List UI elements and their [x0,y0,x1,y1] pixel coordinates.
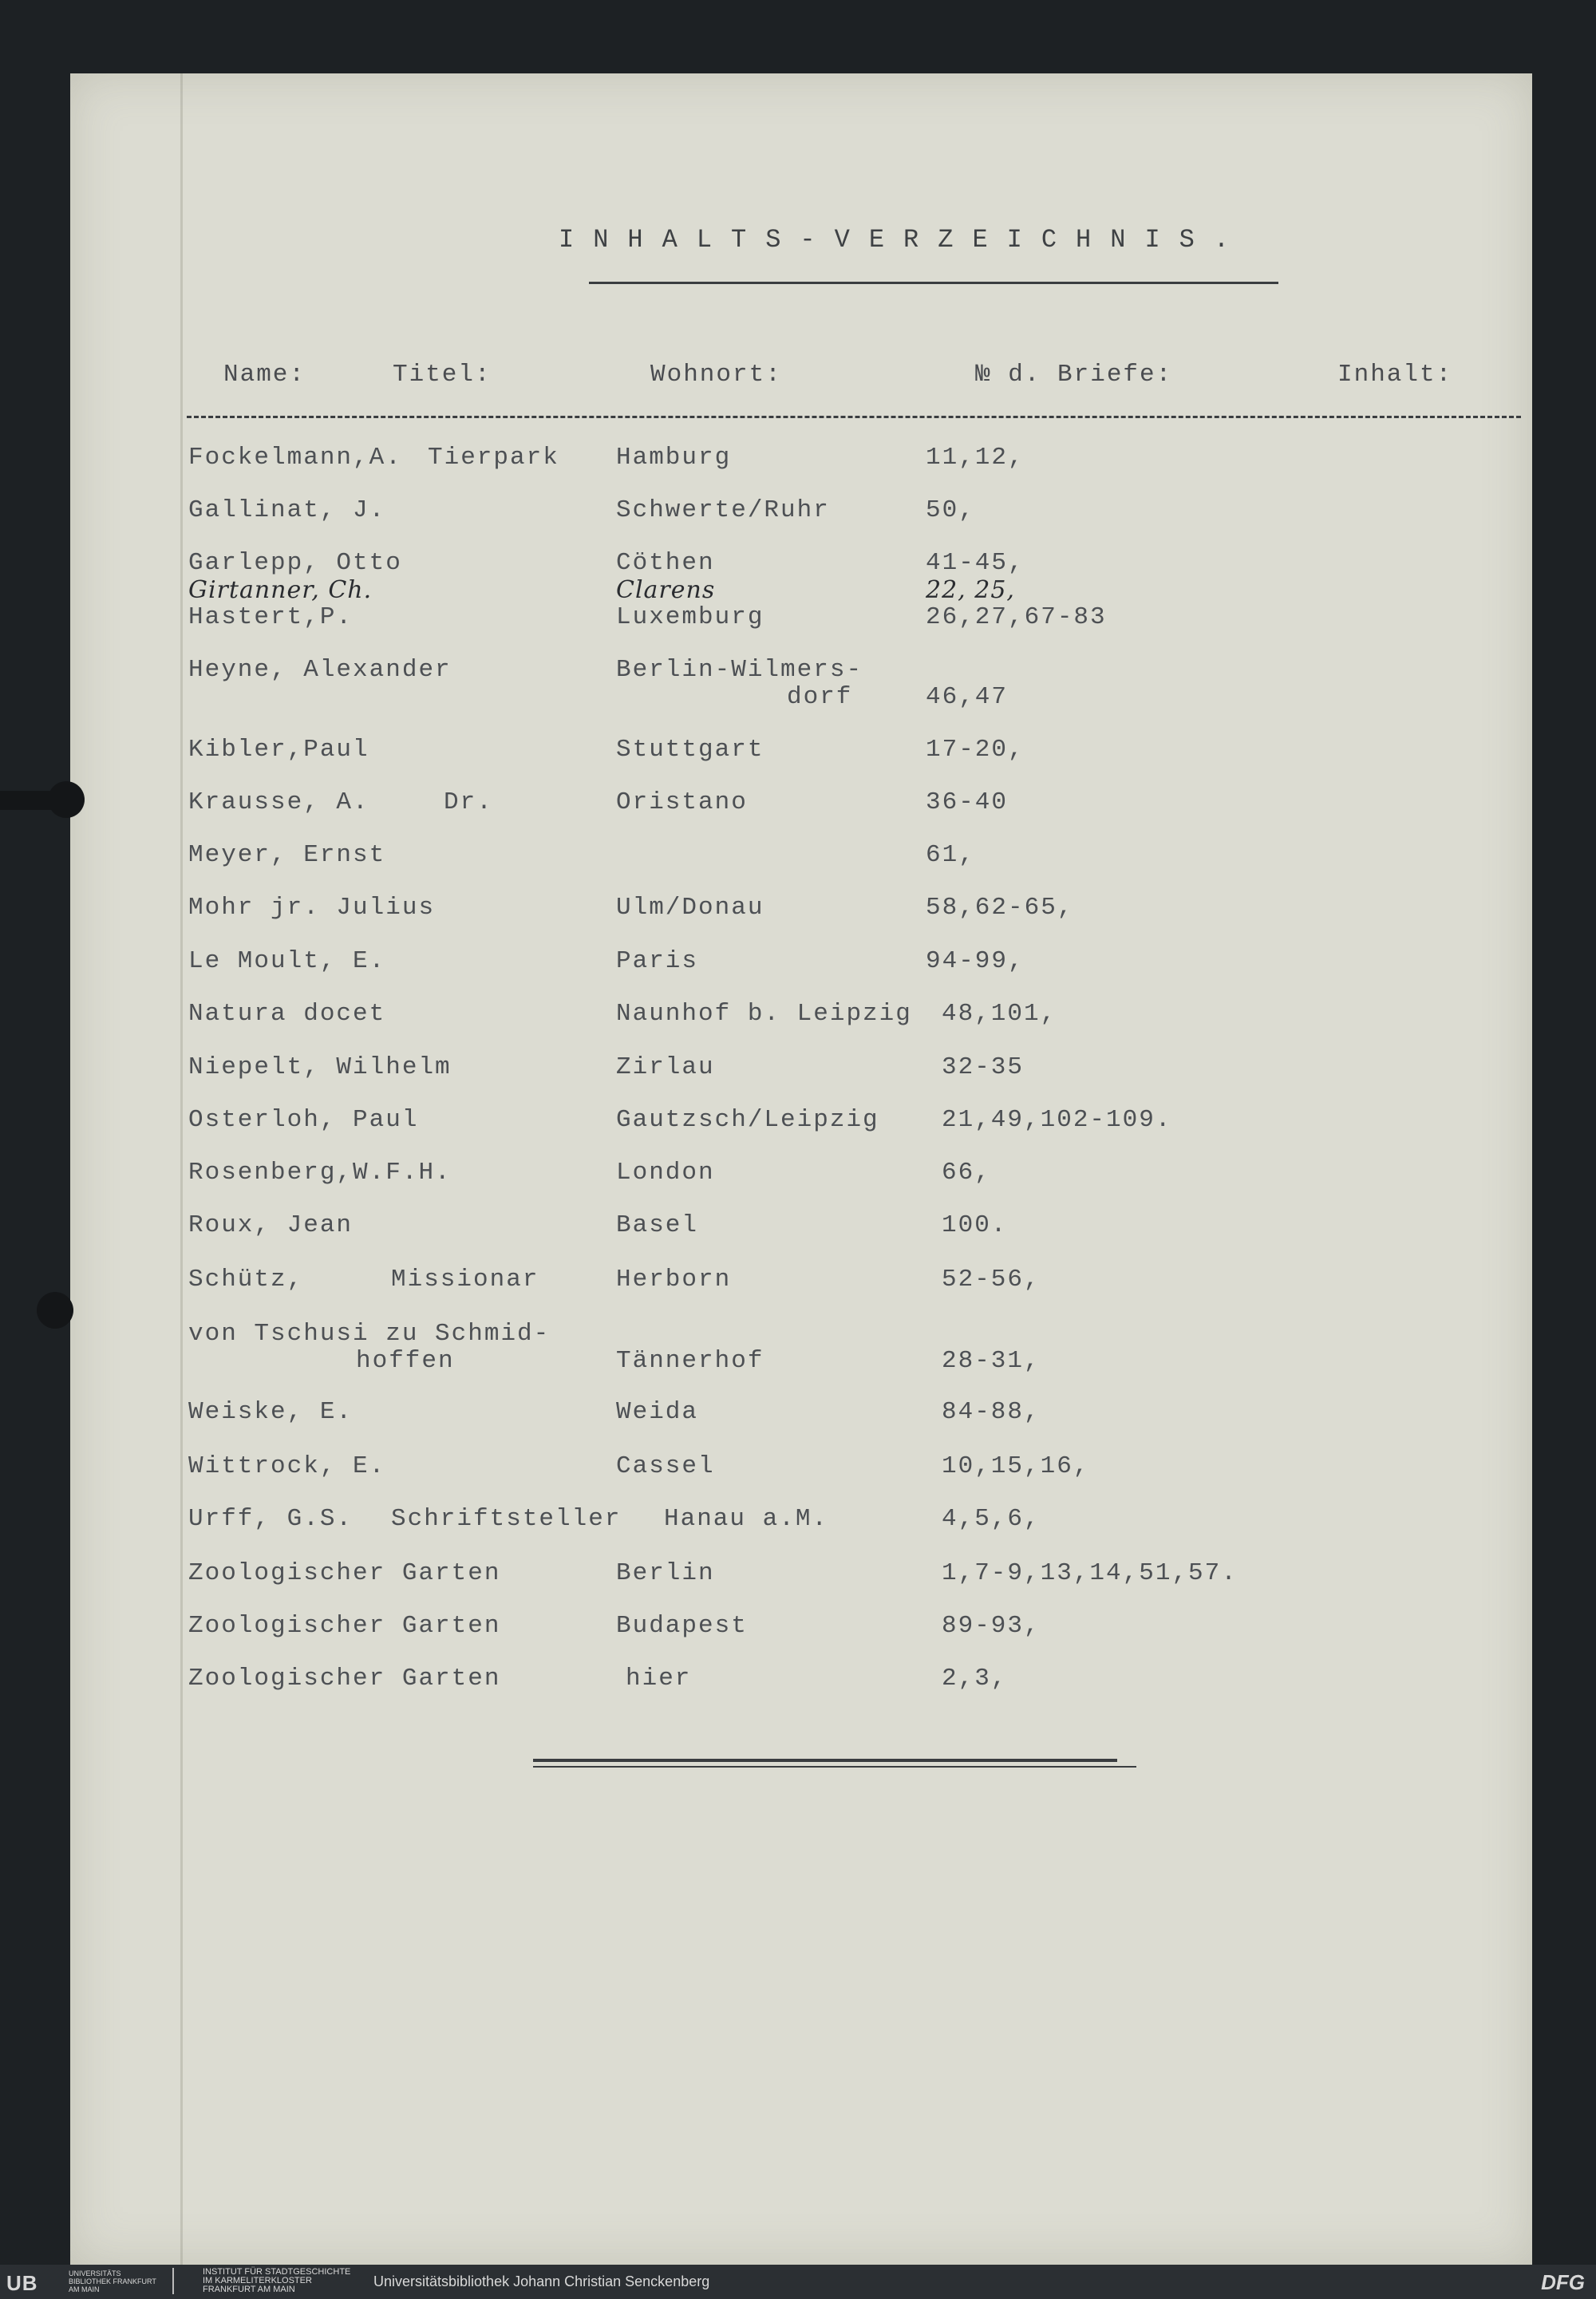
entry-wohnort: Budapest [616,1612,748,1640]
entry-wohnort: Gautzsch/Leipzig [616,1106,879,1134]
entry-titel: Missionar [391,1266,539,1294]
entry-briefe: 2,3, [942,1665,1008,1693]
entry-name: Garlepp, Otto [188,549,402,577]
entry-briefe: 41-45, [926,549,1025,577]
dfg-logo: DFG [1541,2270,1585,2294]
entry-name: Zoologischer Garten [188,1612,501,1640]
entry-wohnort: Weida [616,1398,699,1426]
entry-briefe: 61, [926,841,975,869]
entry-wohnort: Hanau a.M. [664,1505,829,1533]
entry-briefe: 58,62-65, [926,894,1074,922]
entry-briefe: 28-31, [942,1347,1041,1375]
ub-logo-subtitle: UNIVERSITÄTS BIBLIOTHEK FRANKFURT AM MAIN [69,2269,156,2293]
entry-briefe: 10,15,16, [942,1452,1090,1480]
margin-fold [180,73,183,2265]
entry-wohnort: London [616,1159,715,1187]
punch-hole [48,781,85,818]
entry-titel: Schriftsteller [391,1505,622,1533]
entry-briefe: 94-99, [926,947,1025,975]
entry-wohnort: Berlin [616,1559,715,1587]
header-briefe: № d. Briefe: [975,361,1173,389]
entry-briefe: 26,27,67-83 [926,603,1107,631]
entry-briefe: 52-56, [942,1266,1041,1294]
entry-wohnort: Cassel [616,1452,715,1480]
entry-name-continued: hoffen [356,1347,455,1375]
entry-briefe: 21,49,102-109. [942,1106,1172,1134]
entry-briefe: 48,101, [942,1000,1057,1028]
entry-name: Meyer, Ernst [188,841,386,869]
page-title: INHALTS-VERZEICHNIS. [559,225,1249,255]
entry-name: Heyne, Alexander [188,656,452,684]
entry-name: Fockelmann,A. [188,444,402,472]
entry-briefe: 66, [942,1159,991,1187]
entry-wohnort: Schwerte/Ruhr [616,496,830,524]
punch-hole [37,1292,73,1329]
entry-name: Gallinat, J. [188,496,386,524]
header-wohnort: Wohnort: [650,361,782,389]
entry-wohnort: Basel [616,1211,699,1239]
entry-briefe: 32-35 [942,1053,1025,1081]
entry-wohnort-continued: dorf [787,683,853,711]
header-name: Name: [223,361,306,389]
header-inhalt: Inhalt: [1337,361,1453,389]
entry-name: Niepelt, Wilhelm [188,1053,452,1081]
entry-wohnort: Tännerhof [616,1347,764,1375]
entry-name: von Tschusi zu Schmid- [188,1320,551,1348]
entry-name: Schütz, [188,1266,304,1294]
entry-wohnort: Oristano [616,788,748,816]
closing-rule [533,1766,1136,1768]
entry-name: Girtanner, Ch. [188,576,373,604]
entry-name: Osterloh, Paul [188,1106,419,1134]
entry-wohnort: Zirlau [616,1053,715,1081]
entry-name: Zoologischer Garten [188,1665,501,1693]
entry-wohnort: Stuttgart [616,736,764,764]
entry-wohnort: Ulm/Donau [616,894,764,922]
entry-name: Rosenberg,W.F.H. [188,1159,452,1187]
entry-name: Mohr jr. Julius [188,894,436,922]
entry-name: Roux, Jean [188,1211,354,1239]
entry-name: Hastert,P. [188,603,354,631]
entry-name: Wittrock, E. [188,1452,386,1480]
entry-briefe: 11,12, [926,444,1025,472]
entry-briefe: 46,47 [926,683,1009,711]
header-rule [187,416,1521,418]
footer-bar [0,2265,1596,2299]
entry-wohnort: Clarens [616,576,716,604]
closing-rule [533,1759,1117,1762]
entry-name: Natura docet [188,1000,386,1028]
entry-name: Urff, G.S. [188,1505,354,1533]
entry-wohnort: hier [626,1665,692,1693]
entry-briefe: 4,5,6, [942,1505,1041,1533]
entry-wohnort: Naunhof b. Leipzig [616,1000,912,1028]
entry-wohnort: Luxemburg [616,603,764,631]
header-titel: Titel: [393,361,492,389]
entry-briefe: 36-40 [926,788,1009,816]
entry-briefe: 89-93, [942,1612,1041,1640]
entry-name: Kibler,Paul [188,736,369,764]
entry-briefe: 22, 25, [926,576,1015,604]
entry-briefe: 50, [926,496,975,524]
entry-titel: Dr. [444,788,493,816]
entry-wohnort: Hamburg [616,444,732,472]
library-name: Universitätsbibliothek Johann Christian Senckenberg [373,2273,710,2289]
title-underline [589,282,1278,284]
entry-wohnort: Cöthen [616,549,715,577]
entry-name: Zoologischer Garten [188,1559,501,1587]
entry-briefe: 1,7-9,13,14,51,57. [942,1559,1238,1587]
ub-logo: UB [6,2271,38,2295]
entry-name: Weiske, E. [188,1398,354,1426]
entry-name: Le Moult, E. [188,947,386,975]
entry-wohnort: Berlin-Wilmers- [616,656,863,684]
entry-briefe: 100. [942,1211,1008,1239]
entry-briefe: 84-88, [942,1398,1041,1426]
entry-titel: Tierpark [428,444,559,472]
entry-wohnort: Paris [616,947,699,975]
entry-name: Krausse, A. [188,788,369,816]
institute-logo: INSTITUT FÜR STADTGESCHICHTE IM KARMELITERKLOSTER FRANKFURT AM MAIN [172,2268,354,2294]
entry-briefe: 17-20, [926,736,1025,764]
entry-wohnort: Herborn [616,1266,732,1294]
